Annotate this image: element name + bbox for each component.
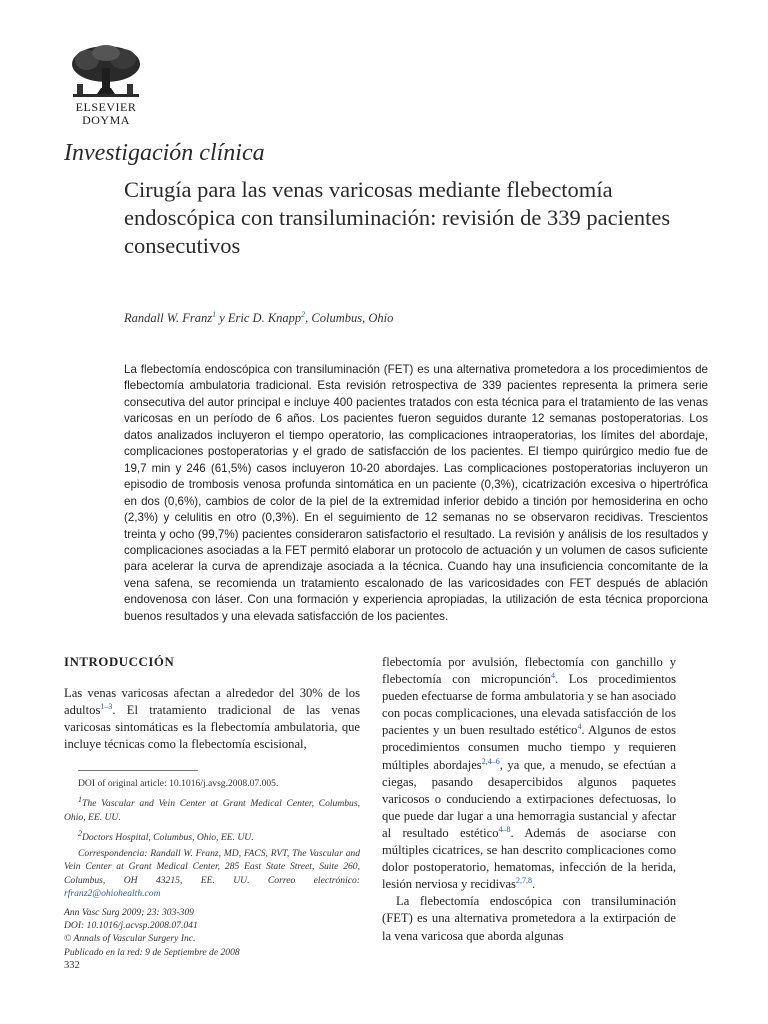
author-1-affiliation-ref[interactable]: 1 xyxy=(212,310,217,319)
author-location: , Columbus, Ohio xyxy=(305,311,394,326)
intro-text-a: Las venas varicosas afectan a alrededor del 30% de los adultos xyxy=(64,686,360,718)
publisher-logo xyxy=(64,44,148,126)
publication-date: Publicado en la red: 9 de Septiembre de 2008 xyxy=(64,946,240,958)
footnote-1 xyxy=(64,793,360,824)
author-line xyxy=(124,310,393,326)
citation-ref[interactable]: 2,7,8 xyxy=(515,876,532,886)
article-title: Cirugía para las venas varicosas mediante flebectomía endoscópica con transiluminación: revisión de 339 pacientes consecutivos xyxy=(124,177,671,258)
correspondence xyxy=(64,847,360,900)
abstract: La flebectomía endoscópica con transiluminación (FET) es una alternativa prometedora a los procedimientos de flebectomía ambulatoria tradicional. Esta revisión retrospectiva de 339 pacientes representa la primera serie consecutiva del autor principal e incluye 400 pacientes tratados con esta técnica para el tratamiento de las venas varicosas en un período de 6 años. Los pacientes fueron seguidos durante 12 semanas postoperatorias. Los datos analizados incluyeron el tiempo operatorio, las complicaciones intraoperatorias, los límites del abordaje, complicaciones postoperatorias y el grado de satisfacción de los pacientes. El tiempo quirúrgico medio fue de 19,7 min y 246 (61,5%) casos incluyeron 10-20 abordajes. Las complicaciones postoperatorias incluyeron un episodio de trombosis venosa profunda sintomática en un paciente (0,3%), cicatrización excesiva o hipertrófica en dos (0,6%), cambios de color de la piel de la extremidad inferior debido a tinción por hemosiderina en ocho (2,3%) y celulitis en otro (0,3%). En el seguimiento de 12 semanas no se observaron recidivas. Trescientos treinta y ocho (99,7%) pacientes consideraron satisfactorio el resultado. La revisión y análisis de los resultados y complicaciones asociadas a la FET permitó elaborar un protocolo de actuación y un volumen de casos suficiente para acelerar la curva de aprendizaje asociada a la técnica. Cuando hay una insuficiencia concomitante de la vena safena, se recomienda un tratamiento escalonado de las varicosidades con FET después de ablación endovenosa con láser. Con una formación y experiencia apropiadas, la utilización de esta técnica proporciona buenos resultados y una elevada satisfacción de los pacientes. xyxy=(124,363,708,623)
footnote-2 xyxy=(64,827,360,844)
footnote-1-text: The Vascular and Vein Center at Grant Medical Center, Columbus, Ohio, EE. UU. xyxy=(64,798,360,823)
author-1: Randall W. Franz xyxy=(124,311,213,326)
citation-ref[interactable]: 2,4–6 xyxy=(481,756,500,766)
footnote-2-text: Doctors Hospital, Columbus, Ohio, EE. UU. xyxy=(82,831,254,843)
right-text-b: . Los procedimientos pueden efectuarse de forma ambulatoria y se han asociado con pocas complicaciones, una elevada satisfacción de los pacientes y un buen resultado estético xyxy=(382,672,677,738)
right-text-f: . xyxy=(531,877,536,892)
left-column xyxy=(64,654,360,753)
footnote-2-marker: 2 xyxy=(78,828,82,838)
right-paragraph-1 xyxy=(382,654,676,893)
citation-ref[interactable]: 4 xyxy=(550,670,555,680)
article-doi: DOI: 10.1016/j.acvsp.2008.07.041 xyxy=(64,920,198,932)
email-link[interactable]: rfranz2@ohiohealth.com xyxy=(64,887,161,899)
elsevier-tree-icon xyxy=(67,44,145,100)
intro-text-b: . El tratamiento tradicional de las venas varicosas sintomáticas es la flebectomía ambulatoria, que incluye técnicas como la flebectomía escisional, xyxy=(64,703,360,752)
author-connector: y xyxy=(216,311,228,326)
right-text-a: flebectomía por avulsión, flebectomía con ganchillo y flebectomía con micropunción xyxy=(382,655,676,687)
right-text-c: . Algunos de estos procedimientos consumen mucho tiempo y requieren múltiples abordajes xyxy=(382,723,676,772)
author-2-affiliation-ref[interactable]: 2 xyxy=(301,310,306,319)
footnote-divider xyxy=(78,770,198,771)
citation-ref[interactable]: 4 xyxy=(577,722,582,732)
footnotes xyxy=(64,770,360,959)
right-text-d: , ya que, a menudo, se efectúan a ciegas, pasando desapercibidos algunos paquetes varicosos o conduciendo a extirpaciones defectuosas, lo que puede dar lugar a una hemorragia sustancial y afectar al resultado estético xyxy=(382,757,676,840)
right-column xyxy=(382,654,676,945)
correspondence-text: Correspondencia: Randall W. Franz, MD, FACS, RVT, The Vascular and Vein Center at Grant Medical Center, 285 East State Street, Suite 260, Columbus, OH 43215, EE. UU. Correo electrónico: xyxy=(64,848,360,886)
section-title: Investigación clínica xyxy=(64,140,265,166)
original-doi: DOI of original article: 10.1016/j.avsg.2008.07.005. xyxy=(78,778,279,789)
introduction-paragraph xyxy=(64,685,360,753)
author-2: Eric D. Knapp xyxy=(227,311,302,326)
footnote-1-marker: 1 xyxy=(78,795,82,805)
copyright: © Annals of Vascular Surgery Inc. xyxy=(64,933,196,945)
citation-ref[interactable]: 1–3 xyxy=(100,702,113,711)
publication-meta xyxy=(64,906,360,959)
page-number: 332 xyxy=(64,960,80,971)
citation-ref[interactable]: 4–8 xyxy=(498,824,511,834)
journal-citation: Ann Vasc Surg 2009; 23: 303-309 xyxy=(64,907,194,918)
right-paragraph-2: La flebectomía endoscópica con transiluminación (FET) es una alternativa prometedora a la extirpación de la vena varicosa que aborda algunas xyxy=(382,894,676,943)
introduction-heading: INTRODUCCIÓN xyxy=(64,655,175,669)
logo-text-elsevier: ELSEVIER xyxy=(75,100,137,114)
right-text-e: . Además de asociarse con múltiples cicatrices, se han descrito complicaciones como dolor postoperatorio, hematomas, infección de la herida, lesión nerviosa y recidivas xyxy=(382,825,676,892)
logo-text-doyma: DOYMA xyxy=(82,113,130,127)
